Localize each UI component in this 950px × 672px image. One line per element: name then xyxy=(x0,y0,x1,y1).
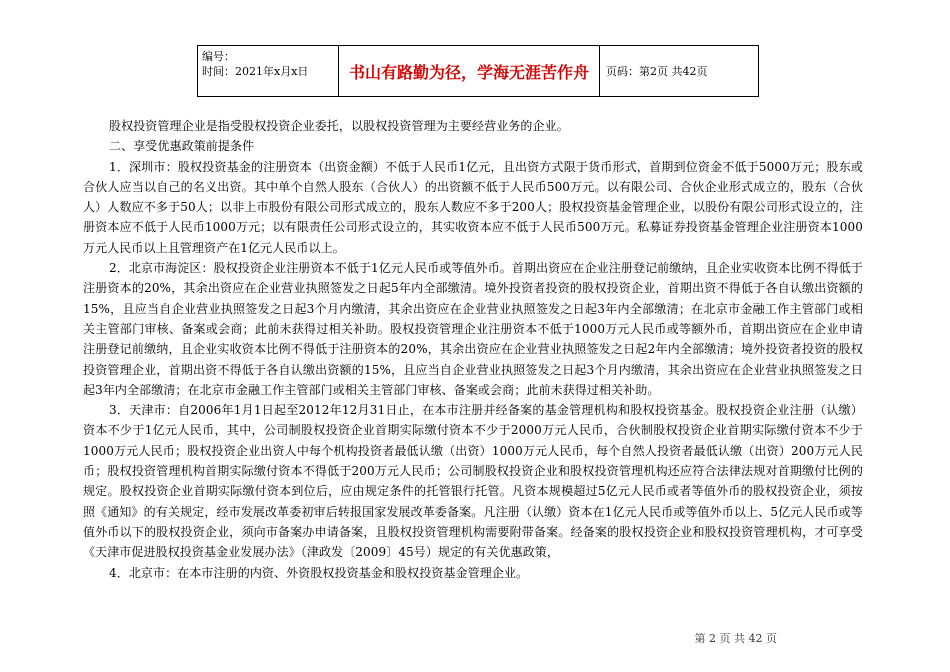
paragraph-tianjin: 3．天津市：自2006年1月1日起至2012年12月31日止，在本市注册并经备案的基金管理机构和股权投资基金。股权投资企业注册（认缴）资本不少于1亿元人民币，其中，公司制股权投资企业首期实际缴付资本不少于2000万元人民币，合伙制股权投资企业首期实际缴付资本不少于1000万元人民币；股权投资企业出资人中每个机构投资者最低认缴（出资）1000万元人民币，每个自然人投资者最低认缴（出资）200万元人民币；股权投资管理机构首期实际缴付资本不得低于200万元人民币；公司制股权投资企业和股权投资管理机构还应符合法律法规对首期缴付比例的规定。股权投资企业首期实际缴付资本到位后，应由规定条件的托管银行托管。凡资本规模超过5亿元人民币或者等值外币的股权投资企业，须按照《通知》的有关规定，经市发展改革委初审后转报国家发展改革委备案。凡注册（认缴）资本在1亿元人民币或等值外币以上、5亿元人民币或等值外币以下的股权投资企业，须向市备案办申请备案，且股权投资管理机构需要附带备案。经备案的股权投资企业和股权投资管理机构，才可享受《天津市促进股权投资基金业发展办法》（津政发〔2009〕45号）规定的有关优惠政策， xyxy=(83,403,863,560)
header-meta-cell xyxy=(198,46,339,96)
paragraph-beijing: 4．北京市：在本市注册的内资、外资股权投资基金和股权投资基金管理企业。 xyxy=(109,565,529,580)
header-motto: 书山有路勤为径，学海无涯苦作舟 xyxy=(339,46,600,96)
page-footer: 第 2 页 共 42 页 xyxy=(694,632,777,645)
document-time-label: 时间：2021年x月x日 xyxy=(202,65,309,78)
paragraph-definition: 股权投资管理企业是指受股权投资企业委托，以股权投资管理为主要经营业务的企业。 xyxy=(109,119,569,133)
header-page-number: 页码：第2页 共42页 xyxy=(606,65,708,78)
paragraph-shenzhen: 1．深圳市：股权投资基金的注册资本（出资金额）不低于人民币1亿元，且出资方式限于货币形式，首期到位资金不低于5000万元；股东或合伙人应当以自己的名义出资。其中单个自然人股东（合伙人）的出资额不低于人民币500万元。以有限公司、合伙企业形式成立的，股东（合伙人）人数应不多于50人；以非上市股份有限公司形式成立的，股东人数应不多于200人；股权投资基金管理企业，以股份有限公司形式设立的，注册资本应不低于人民币1000万元；以有限责任公司形式设立的，其实收资本应不低于人民币500万元。私募证券投资基金管理企业注册资本1000万元人民币以上且管理资产在1亿元人民币以上。 xyxy=(83,159,863,255)
page-header-table xyxy=(197,45,759,97)
paragraph-beijing-haidian: 2．北京市海淀区：股权投资企业注册资本不低于1亿元人民币或等值外币。首期出资应在企业注册登记前缴纳，且企业实收资本比例不得低于注册资本的20%，其余出资应在企业营业执照签发之日起5年内全部缴清。境外投资者投资的股权投资企业，首期出资不得低于各自认缴出资额的15%，且应当自企业营业执照签发之日起3个月内缴清，其余出资应在企业营业执照签发之日起3年内全部缴清；在北京市金融工作主管部门或相关主管部门审核、备案或会商；此前未获得过相关补助。股权投资管理企业注册资本不低于1000万元人民币或等额外币，首期出资应在企业申请注册登记前缴纳，且企业实收资本比例不得低于注册资本的20%，其余出资应在企业营业执照签发之日起2年内全部缴清；境外投资者投资的股权投资管理企业，首期出资不得低于各自认缴出资额的15%，且应当自企业营业执照签发之日起3个月内缴清，其余出资应在企业营业执照签发之日起3年内全部缴清；在北京市金融工作主管部门或相关主管部门审核、备案或会商；此前未获得过相关补助。 xyxy=(83,261,863,397)
document-number-label: 编号： xyxy=(202,50,235,63)
document-body xyxy=(83,116,863,583)
section-heading: 二、享受优惠政策前提条件 xyxy=(109,139,255,154)
